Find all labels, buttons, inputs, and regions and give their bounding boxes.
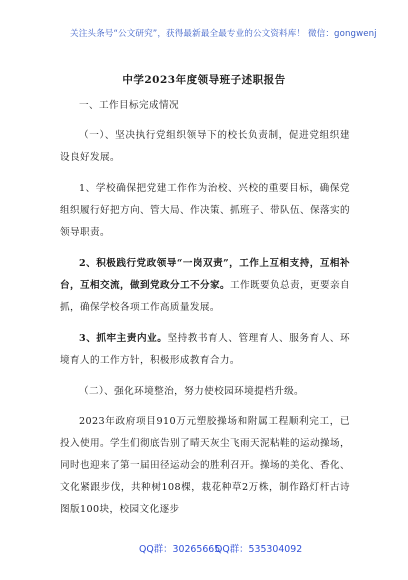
footer-qq-group-2[interactable]: QQ群：535304092 bbox=[215, 544, 303, 555]
paragraph-2-rest: 工作既要负总责，更要亲自抓，确保学校各项工作高质量发展。 bbox=[60, 280, 350, 313]
subsection-2: （二）、强化环境整治，努力使校园环境提档升级。 bbox=[79, 386, 305, 397]
paragraph-2-bold-lead: 2、积极践行党政领导“一岗双责”，工作上互相支持，互相补台，互相交流，做到党政分工不分家。 bbox=[60, 258, 350, 291]
section-heading-1: 一、工作目标完成情况 bbox=[79, 100, 179, 111]
paragraph-3-bold-lead: 3、抓牢主责内业。 bbox=[79, 333, 168, 344]
subsection-1: （一）、坚决执行党组织领导下的校长负责制，促进党组织建设良好发展。 bbox=[60, 130, 350, 163]
header-promo-note: 关注头条号“公文研究”，获得最新最全最专业的公文资料库！ 微信：gongwenj bbox=[70, 29, 377, 39]
document-title: 中学2023年度领导班子述职报告 bbox=[122, 74, 286, 86]
paragraph-3 bbox=[60, 328, 350, 372]
footer-qq-group-1[interactable]: QQ群：30265665 bbox=[139, 544, 221, 555]
paragraph-4: 2023年政府项目910万元塑胶操场和附属工程顺利完工，已投入使用。学生们彻底告别了晴天灰尘飞雨天泥粘鞋的运动操场，同时也迎来了第一届田径运动会的胜利召开。操场的美化、香化、文化紧跟步伐，共种树108棵，栽花种草2万株，制作路灯杆古诗图版100块，校园文化逐步 bbox=[60, 416, 350, 515]
paragraph-3-rest: 坚持教书育人、管理育人、服务育人、环境育人的工作方针，积极形成教育合力。 bbox=[60, 333, 350, 366]
paragraph-2 bbox=[60, 253, 350, 319]
paragraph-1: 1、学校确保把党建工作作为治校、兴校的重要目标，确保党组织履行好把方向、管大局、作决策、抓班子、带队伍、保落实的领导职责。 bbox=[60, 183, 350, 238]
